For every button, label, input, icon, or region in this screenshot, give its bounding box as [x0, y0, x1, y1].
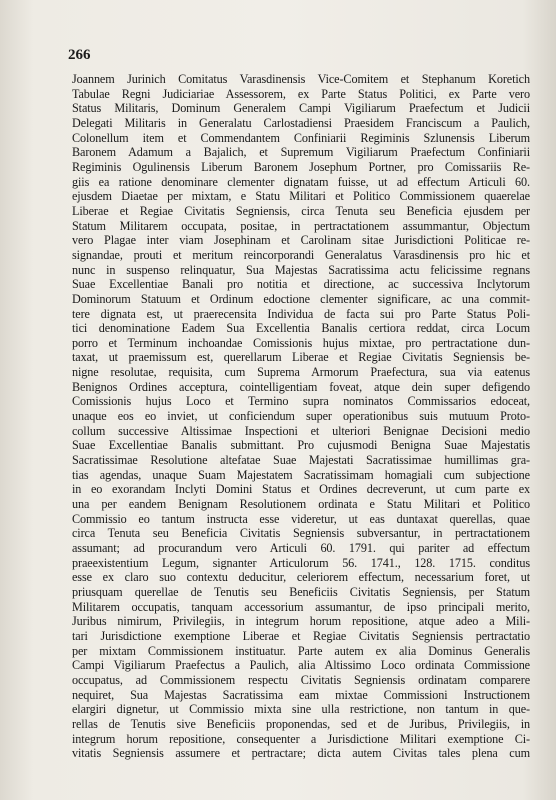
text-line: collum successive Altissimae Inspectioni et ulteriori Benignae Decisioni medio	[72, 423, 530, 438]
text-line: integrum horum repositione, consequenter a Jurisdictione Militari exemptione Ci-	[72, 731, 530, 746]
text-line: vitatis Segniensis assumere et pertractare; dicta autem Civitas tales plena cum	[72, 746, 530, 761]
text-line: Joannem Jurinich Comitatus Varasdinensis Vice-Comitem et Stephanum Koretich	[72, 72, 530, 86]
text-line: occupatus, ad Commissionem respectu Civitatis Segniensis ordinatam comparere	[72, 672, 530, 687]
text-line: in eo exorandam Inclyti Domini Status et Ordines decreverunt, ut cum parte ex	[72, 482, 530, 497]
text-line: giis ea ratione denominare clementer dignatam fuisse, ut ad effectum Articuli 60.	[72, 174, 530, 189]
text-line: Campi Vigiliarum Praefectus a Paulich, alia Altissimo Loco ordinata Commissione	[72, 658, 530, 673]
text-line: Militarem occupatis, tanquam accessorium assumantur, de ipso principali merito,	[72, 599, 530, 614]
body-text	[72, 72, 530, 761]
text-line: una per eandem Benignam Resolutionem ordinata e Statu Militari et Politico	[72, 497, 530, 512]
text-line: Delegati Militaris in Generalatu Carlostadiensi Praesidem Franciscum a Paulich,	[72, 115, 530, 130]
text-line: Tabulae Regni Judiciariae Assessorem, ex Parte Status Politici, ex Parte vero	[72, 86, 530, 101]
text-line: Juribus nimirum, Privilegiis, in integrum horum repositione, atque adeo a Mili-	[72, 614, 530, 629]
text-line: taxat, ut praemissum est, querellarum Liberae et Regiae Civitatis Segniensis be-	[72, 350, 530, 365]
text-line: elargiri dignetur, ut Commissio mixta sine ulla restrictione, non tantum in que-	[72, 702, 530, 717]
text-line: Colonellum item et Commendantem Confiniarii Regiminis Szlunensis Liberum	[72, 130, 530, 145]
text-line: Commissio eo tantum instructa esse videretur, ut eas duntaxat querellas, quae	[72, 511, 530, 526]
text-line: Status Militaris, Dominum Generalem Campi Vigiliarum Praefectum et Judicii	[72, 101, 530, 116]
text-line: nigne resolutae, requisita, cum Suprema Armorum Praefectura, sua via eatenus	[72, 365, 530, 380]
text-line: assumant; ad procurandum vero Articuli 60. 1791. qui pariter ad effectum	[72, 541, 530, 555]
text-line: Liberae et Regiae Civitatis Segniensis, circa Tenuta seu Beneficia ejusdem per	[72, 203, 530, 218]
text-line: Statum Militarem occupata, positae, in pertractationem assummantur, Objectum	[72, 218, 530, 233]
text-line: Benignos Ordines acceptura, cointelligentiam foveat, atque dein super defigendo	[72, 379, 530, 394]
text-line: praeexistentium Legum, signanter Articulorum 56. 1741., 128. 1715. conditus	[72, 555, 530, 570]
text-line: Suae Excellentiae Banali pro notitia et directione, ac successiva Inclytorum	[72, 277, 530, 292]
text-line: Regiminis Ogulinensis Liberum Baronem Josephum Portner, pro Comissariis Re-	[72, 159, 530, 174]
text-line: Dominorum Statuum et Ordinum edoctione clementer significare, ac una commit-	[72, 291, 530, 306]
text-line: Baronem Adamum a Bajalich, et Supremum Vigiliarum Praefectum Confiniarii	[72, 145, 530, 160]
text-line: Comissionis hujus Loco et Termino supra nominatos Commissarios edoceat,	[72, 394, 530, 409]
text-line: unaque eos eo inviet, ut conficiendum super operationibus suis mutuum Proto-	[72, 409, 530, 424]
text-line: per mixtam Commissionem instituatur. Parte autem ex alia Dominus Generalis	[72, 643, 530, 658]
text-line: ejusdem Diaetae per mixtam, e Statu Militari et Politico Commissionem quaerelae	[72, 189, 530, 204]
text-line: rellas de Tenutis sive Beneficiis proponendas, sed et de Juribus, Privilegiis, in	[72, 716, 530, 731]
text-line: esse ex claro suo contextu deducitur, celeriorem effectum, necessarium foret, ut	[72, 570, 530, 585]
text-line: signandae, prouti et meritum reincorporandi Generalatus Varasdinensis pro hic et	[72, 247, 530, 262]
text-line: nunc in suspenso relinquatur, Sua Majestas Sacratissima actu felicissime regnans	[72, 262, 530, 277]
text-line: Suae Excellentiae Banalis submittant. Pro cujusmodi Benigna Suae Majestatis	[72, 438, 530, 453]
text-line: Sacratissimae Resolutione altefatae Suae Majestati Sacratissimae humillimas gra-	[72, 453, 530, 468]
text-line: circa Tenuta seu Beneficia Civitatis Segniensis subversantur, in pertractationem	[72, 526, 530, 541]
text-line: tere dignata est, ut praerecensita Individua de facta sui pro Parte Status Poli-	[72, 306, 530, 321]
text-line: tias agendas, unaque Suam Majestatem Sacratissimam homagiali cum subjectione	[72, 467, 530, 482]
text-line: porro et Terminum inchoandae Comissionis hujus mixtae, pro pertractatione dun-	[72, 335, 530, 350]
text-line: nequiret, Sua Majestas Sacratissima eam mixtae Commissioni Instructionem	[72, 687, 530, 702]
page-number: 266	[68, 47, 91, 63]
text-line: tici denominatione Eadem Sua Excellentia Banalis certiora reddat, circa Locum	[72, 321, 530, 336]
text-line: tari Jurisdictione exemptione Liberae et Regiae Civitatis Segniensis pertractatio	[72, 628, 530, 643]
text-line: vero Plagae inter viam Josephinam et Carolinam sitae Jurisdictioni Politicae re-	[72, 233, 530, 248]
text-line: priusquam querellae de Tenutis seu Beneficiis Civitatis Segniensis, per Statum	[72, 584, 530, 599]
